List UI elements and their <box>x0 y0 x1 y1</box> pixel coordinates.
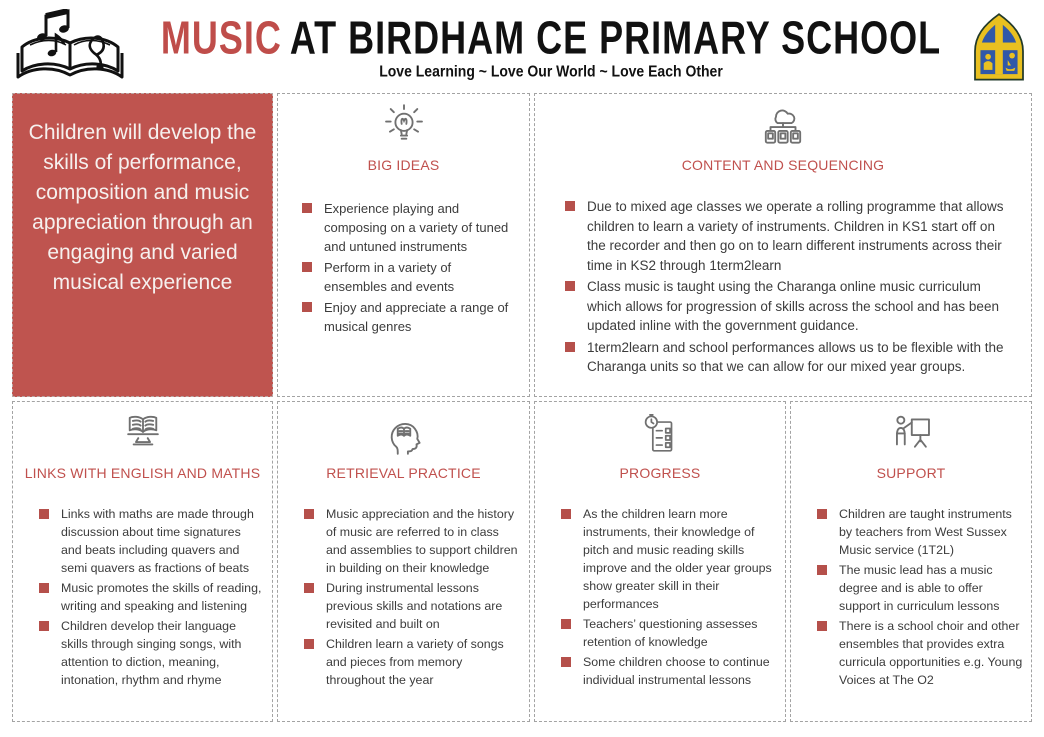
header <box>8 6 1036 90</box>
square-bullet-icon <box>302 262 312 272</box>
list-item: Music appreciation and the history of music are referred to in class and assemblies to support children in building on their knowledge <box>304 505 521 577</box>
square-bullet-icon <box>39 509 49 519</box>
mission-statement <box>12 93 273 397</box>
section-title: BIG IDEAS <box>367 157 440 173</box>
lightbulb-icon <box>379 102 429 152</box>
page-title-accent: MUSIC <box>160 11 282 64</box>
list-item: Children develop their language skills through singing songs, with attention to diction, meaning, intonation, rhythm and rhyme <box>39 617 264 689</box>
square-bullet-icon <box>565 201 575 211</box>
open-book-with-music-notes-icon <box>8 9 136 87</box>
section-title: PROGRESS <box>619 465 701 481</box>
content-sequencing-list <box>535 197 1031 379</box>
retrieval-practice-list <box>278 505 529 691</box>
square-bullet-icon <box>561 619 571 629</box>
church-window-school-crest-icon <box>966 12 1032 84</box>
content-grid <box>12 93 1032 722</box>
book-on-laptop-icon <box>117 410 169 460</box>
square-bullet-icon <box>304 583 314 593</box>
page-title <box>136 11 966 65</box>
school-motto: Love Learning ~ Love Our World ~ Love Each Other <box>379 62 723 80</box>
section-progress <box>534 401 786 722</box>
section-title: LINKS WITH ENGLISH AND MATHS <box>24 465 261 481</box>
list-item: Perform in a variety of ensembles and events <box>302 258 511 296</box>
list-item: Due to mixed age classes we operate a rolling programme that allows children to learn a variety of instruments. Children in KS1 start off on the recorder and then go on to learn different instruments across their time in KS2 through 1term2learn <box>565 197 1015 275</box>
section-links-with-english-and-maths <box>12 401 273 722</box>
section-title: SUPPORT <box>876 465 946 481</box>
square-bullet-icon <box>39 583 49 593</box>
head-with-book-icon <box>379 410 429 460</box>
list-item: Teachers’ questioning assesses retention of knowledge <box>561 615 777 651</box>
list-item: Class music is taught using the Charanga online music curriculum which allows for progression of skills across the school and has been updated inline with the government guidance. <box>565 277 1015 336</box>
checklist-stopwatch-icon <box>637 410 683 460</box>
section-title: RETRIEVAL PRACTICE <box>326 465 481 481</box>
square-bullet-icon <box>302 302 312 312</box>
title-block <box>136 11 966 80</box>
section-support <box>790 401 1032 722</box>
list-item: There is a school choir and other ensembles that provides extra curricula opportunities e.g. Young Voices at The O2 <box>817 617 1023 689</box>
progress-list <box>535 505 785 691</box>
square-bullet-icon <box>304 639 314 649</box>
square-bullet-icon <box>565 281 575 291</box>
section-big-ideas <box>277 93 530 397</box>
square-bullet-icon <box>817 621 827 631</box>
square-bullet-icon <box>561 657 571 667</box>
cloud-network-icon <box>757 102 809 152</box>
list-item: Children learn a variety of songs and pieces from memory throughout the year <box>304 635 521 689</box>
mission-text: Children will develop the skills of performance, composition and music appreciation through an engaging and varied musical experience <box>28 121 257 294</box>
page-title-rest: AT BIRDHAM CE PRIMARY SCHOOL <box>289 11 942 64</box>
support-list <box>791 505 1031 691</box>
section-retrieval-practice <box>277 401 530 722</box>
list-item: 1term2learn and school performances allows us to be flexible with the Charanga units so that we can allow for our mixed year groups. <box>565 338 1015 377</box>
list-item: Enjoy and appreciate a range of musical genres <box>302 298 511 336</box>
square-bullet-icon <box>304 509 314 519</box>
list-item: Music promotes the skills of reading, writing and speaking and listening <box>39 579 264 615</box>
list-item: Some children choose to continue individual instrumental lessons <box>561 653 777 689</box>
list-item: During instrumental lessons previous skills and notations are revisited and built on <box>304 579 521 633</box>
square-bullet-icon <box>817 509 827 519</box>
square-bullet-icon <box>39 621 49 631</box>
list-item: As the children learn more instruments, their knowledge of pitch and music reading skills improve and the older year groups show greater skill in their performances <box>561 505 777 613</box>
square-bullet-icon <box>817 565 827 575</box>
list-item: The music lead has a music degree and is able to offer support in curriculum lessons <box>817 561 1023 615</box>
list-item: Children are taught instruments by teachers from West Sussex Music service (1T2L) <box>817 505 1023 559</box>
section-title: CONTENT AND SEQUENCING <box>681 157 885 173</box>
square-bullet-icon <box>302 203 312 213</box>
list-item: Links with maths are made through discussion about time signatures and beats including quavers and semi quavers as fractions of beats <box>39 505 264 577</box>
big-ideas-list <box>278 199 529 338</box>
list-item: Experience playing and composing on a variety of tuned and untuned instruments <box>302 199 511 256</box>
square-bullet-icon <box>561 509 571 519</box>
links-english-maths-list <box>13 505 272 691</box>
presenter-at-board-icon <box>886 410 936 460</box>
square-bullet-icon <box>565 342 575 352</box>
section-content-and-sequencing <box>534 93 1032 397</box>
